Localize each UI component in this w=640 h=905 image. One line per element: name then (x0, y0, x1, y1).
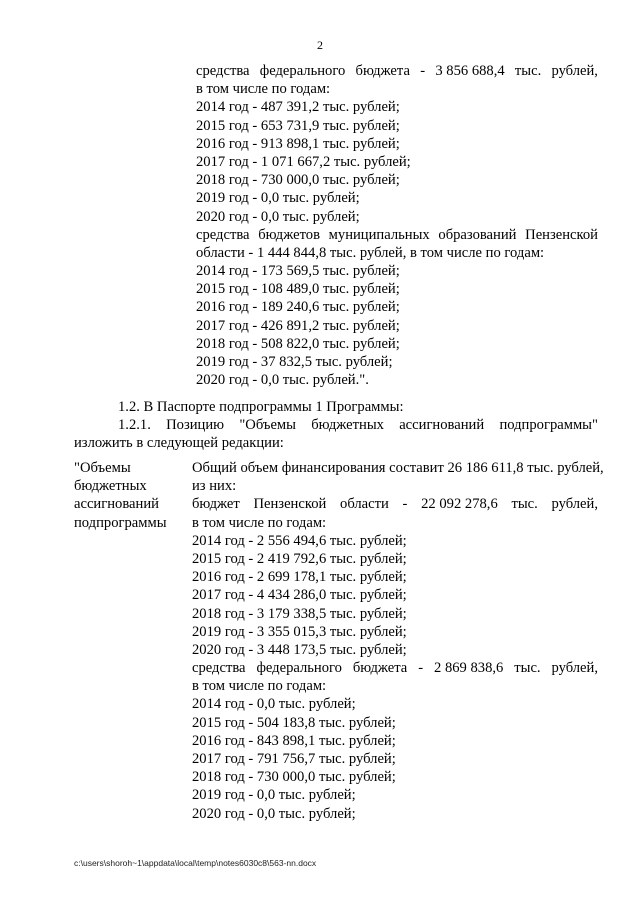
list-item: 2018 год - 508 822,0 тыс. рублей; (196, 335, 400, 352)
word: бюджет (192, 496, 240, 513)
federal-years-list (196, 98, 598, 225)
list-item: 2019 год - 3 355 015,3 тыс. рублей; (192, 623, 407, 640)
word: ассигнований (399, 417, 485, 433)
word: 1.2.1. (118, 417, 151, 433)
word: Пензенской (253, 496, 327, 513)
list-item: 2018 год - 3 179 338,5 тыс. рублей; (192, 605, 407, 622)
list-item: "Объемы (74, 460, 131, 476)
word: федерального (259, 63, 346, 79)
list-item: 2020 год - 3 448 173,5 тыс. рублей; (192, 641, 407, 658)
word: образований (438, 226, 517, 243)
word: средства (196, 63, 250, 79)
total-funding-line-2: из них: (192, 478, 237, 495)
federal-budget-heading-2 (192, 659, 598, 677)
list-item: 2014 год - 173 569,5 тыс. рублей; (196, 263, 400, 280)
list-item: 2017 год - 791 756,7 тыс. рублей; (192, 751, 396, 767)
word: рублей, (551, 496, 598, 513)
top-funding-block (196, 62, 598, 389)
federal-years-list-2 (192, 695, 598, 822)
word: бюджета (352, 660, 408, 677)
word: "Объемы (239, 417, 296, 433)
list-item: 2016 год - 913 898,1 тыс. рублей; (196, 135, 400, 152)
footer-file-path: c:\users\shoroh~1\appdata\local\temp\notes6030c8\563-nn.docx (74, 858, 317, 868)
word: бюджетных (311, 417, 384, 433)
word: области (340, 496, 389, 513)
word: 2 869 838,6 (434, 660, 504, 677)
list-item: 2015 год - 653 731,9 тыс. рублей; (196, 117, 400, 134)
word: - (418, 660, 424, 677)
list-item: бюджетных (74, 478, 147, 495)
federal-budget-heading (196, 62, 598, 80)
word: Позицию (166, 417, 225, 433)
list-item: 2020 год - 0,0 тыс. рублей.". (196, 372, 369, 389)
list-item: 2016 год - 189 240,6 тыс. рублей; (196, 299, 400, 316)
list-item: 2019 год - 0,0 тыс. рублей; (192, 787, 356, 804)
word: тыс. (514, 63, 542, 79)
word: бюджета (355, 63, 410, 79)
list-item: 2016 год - 2 699 178,1 тыс. рублей; (192, 569, 407, 586)
word: Пензенской (525, 226, 598, 243)
word: средства (192, 660, 246, 677)
word: подпрограммы" (499, 417, 598, 433)
federal-budget-sub: в том числе по годам: (196, 81, 331, 98)
list-item: ассигнований (74, 496, 159, 513)
word: тыс. (511, 496, 538, 513)
list-item: 2017 год - 1 071 667,2 тыс. рублей; (196, 153, 411, 170)
municipal-years-list (196, 262, 598, 389)
table-right-cell (192, 459, 604, 823)
list-item: подпрограммы (74, 514, 167, 531)
word: муниципальных (328, 226, 430, 243)
regional-budget-sub: в том числе по годам: (192, 514, 327, 531)
word: рублей, (551, 63, 598, 79)
total-funding-line: Общий объем финансирования составит 26 186 611,8 тыс. рублей, (192, 460, 604, 476)
list-item: 2019 год - 37 832,5 тыс. рублей; (196, 354, 393, 370)
table-left-cell (74, 459, 186, 532)
paragraph-1-2-1 (118, 416, 598, 434)
list-item: 2015 год - 504 183,8 тыс. рублей; (192, 714, 396, 731)
list-item: 2014 год - 2 556 494,6 тыс. рублей; (192, 532, 407, 549)
regional-years-list (192, 532, 598, 659)
word: - (420, 63, 426, 79)
word: средства (196, 226, 250, 243)
regional-budget-heading (192, 495, 598, 513)
list-item: 2018 год - 730 000,0 тыс. рублей; (196, 172, 400, 189)
municipal-budget-sub: области - 1 444 844,8 тыс. рублей, в том числе по годам: (196, 244, 545, 261)
paragraph-1-2: 1.2. В Паспорте подпрограммы 1 Программы: (118, 399, 404, 415)
word: бюджетов (258, 226, 320, 243)
federal-budget-sub-2: в том числе по годам: (192, 678, 327, 695)
word: 3 856 688,4 (435, 63, 505, 79)
page-number: 2 (317, 38, 323, 52)
list-item: 2015 год - 2 419 792,6 тыс. рублей; (192, 550, 407, 567)
word: рублей, (551, 660, 598, 677)
word: 22 092 278,6 (421, 496, 498, 513)
list-item: 2016 год - 843 898,1 тыс. рублей; (192, 732, 396, 749)
list-item: 2017 год - 426 891,2 тыс. рублей; (196, 317, 400, 334)
word: федерального (256, 660, 342, 677)
list-item: 2015 год - 108 489,0 тыс. рублей; (196, 281, 400, 298)
list-item: 2020 год - 0,0 тыс. рублей; (196, 208, 360, 225)
municipal-budget-heading (196, 226, 598, 244)
word: тыс. (514, 660, 541, 677)
list-item: 2017 год - 4 434 286,0 тыс. рублей; (192, 587, 407, 604)
word: - (402, 496, 408, 513)
list-item: 2014 год - 487 391,2 тыс. рублей; (196, 99, 400, 116)
list-item: 2014 год - 0,0 тыс. рублей; (192, 696, 356, 713)
list-item: 2019 год - 0,0 тыс. рублей; (196, 190, 360, 207)
list-item: 2020 год - 0,0 тыс. рублей; (192, 805, 356, 822)
list-item: 2018 год - 730 000,0 тыс. рублей; (192, 769, 396, 786)
paragraph-edit-instruction: изложить в следующей редакции: (74, 435, 284, 451)
